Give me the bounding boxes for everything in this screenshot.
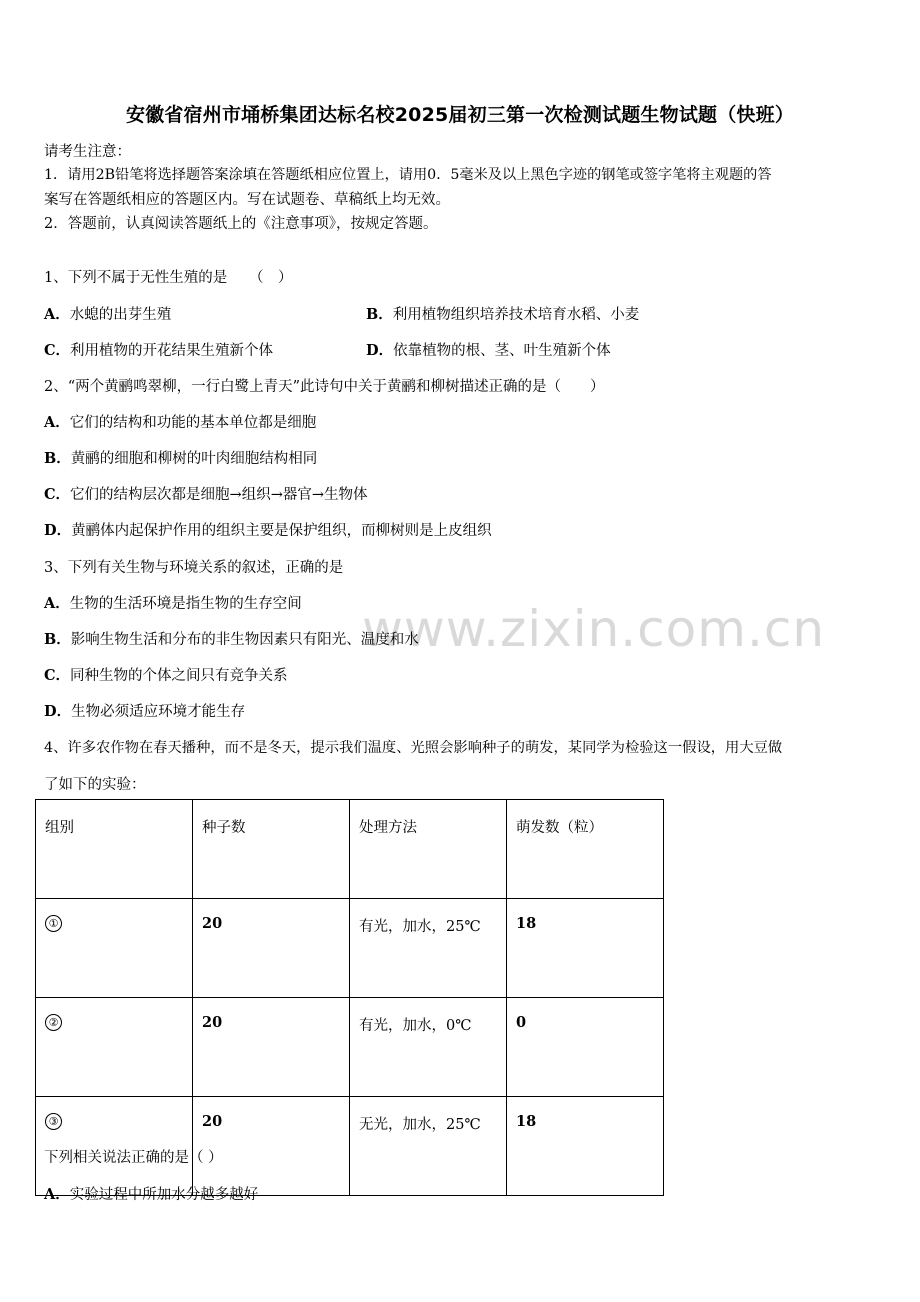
table-header-cell: 处理方法 <box>350 800 507 899</box>
option-text: 同种生物的个体之间只有竞争关系 <box>70 668 288 684</box>
watermark: www.zixin.com.cn <box>362 600 826 658</box>
option-letter: A． <box>44 595 70 612</box>
table-header-row <box>36 800 664 899</box>
option-letter: D． <box>44 522 72 539</box>
table-cell-group <box>36 998 193 1097</box>
question-3-option-a <box>44 592 302 613</box>
option-text: 实验过程中所加水分越多越好 <box>69 1187 259 1203</box>
option-text: 水螅的出芽生殖 <box>69 307 172 323</box>
question-3-option-d <box>44 700 245 721</box>
question-1-option-b <box>366 303 639 324</box>
table-header-cell: 种子数 <box>193 800 350 899</box>
group-number: ② <box>45 1014 62 1031</box>
option-letter: B． <box>366 306 393 323</box>
table-cell-treatment: 无光，加水，25℃ <box>350 1097 507 1196</box>
question-1-option-a <box>44 303 171 324</box>
table-row <box>36 899 664 998</box>
option-text: 生物的生活环境是指生物的生存空间 <box>69 596 302 612</box>
notice-item-2: 2．答题前，认真阅读答题纸上的《注意事项》，按规定答题。 <box>44 216 438 232</box>
question-1-option-c <box>44 339 273 360</box>
option-text: 影响生物生活和分布的非生物因素只有阳光、温度和水 <box>70 632 419 648</box>
option-letter: A． <box>44 1186 70 1203</box>
table-cell-seeds: 20 <box>193 899 350 998</box>
notice-item-1-line-1: 1．请用2B铅笔将选择题答案涂填在答题纸相应位置上，请用0．5毫米及以上黑色字迹的钢笔或签字笔将主观题的答 <box>44 167 772 183</box>
question-3-stem: 3、下列有关生物与环境关系的叙述，正确的是 <box>44 560 344 576</box>
option-text: 黄鹂的细胞和柳树的叶肉细胞结构相同 <box>70 451 318 467</box>
table-cell-seeds: 20 <box>193 1097 350 1196</box>
question-3-option-b <box>44 628 419 649</box>
table-cell-treatment: 有光，加水，0℃ <box>350 998 507 1097</box>
option-letter: D． <box>44 703 72 720</box>
option-letter: D． <box>366 342 394 359</box>
option-text: 它们的结构层次都是细胞→组织→器官→生物体 <box>70 487 368 503</box>
option-letter: A． <box>44 414 70 431</box>
question-4-stem-line-1: 4、许多农作物在春天播种，而不是冬天，提示我们温度、光照会影响种子的萌发，某同学为检验这一假设，用大豆做 <box>44 740 783 756</box>
option-letter: B． <box>44 631 71 648</box>
question-3-option-c <box>44 664 288 685</box>
table-cell-treatment: 有光，加水，25℃ <box>350 899 507 998</box>
option-letter: B． <box>44 450 71 467</box>
question-2-stem: 2、“两个黄鹂鸣翠柳，一行白鹭上青天”此诗句中关于黄鹂和柳树描述正确的是（ ） <box>44 379 605 395</box>
question-4-stem-line-2: 了如下的实验： <box>44 777 146 793</box>
question-2-option-b <box>44 447 317 468</box>
table-row <box>36 998 664 1097</box>
table-cell-group <box>36 899 193 998</box>
table-header-cell: 组别 <box>36 800 193 899</box>
question-2-option-a <box>44 411 316 432</box>
option-text: 依靠植物的根、茎、叶生殖新个体 <box>393 343 611 359</box>
experiment-table <box>35 799 664 1196</box>
option-letter: C． <box>44 486 71 503</box>
option-text: 利用植物组织培养技术培育水稻、小麦 <box>392 307 640 323</box>
question-4-sub-stem: 下列相关说法正确的是（ ） <box>44 1150 223 1166</box>
question-1-stem: 1、下列不属于无性生殖的是 （ ） <box>44 270 293 286</box>
question-2-option-c <box>44 483 368 504</box>
option-text: 利用植物的开花结果生殖新个体 <box>70 343 274 359</box>
option-text: 黄鹂体内起保护作用的组织主要是保护组织，而柳树则是上皮组织 <box>71 523 492 539</box>
table-cell-germinated: 18 <box>507 1097 664 1196</box>
question-4-option-a <box>44 1183 258 1204</box>
question-1-option-d <box>366 339 611 360</box>
notice-heading: 请考生注意： <box>44 144 131 160</box>
notice-item-1-line-2: 案写在答题纸相应的答题区内。写在试题卷、草稿纸上均无效。 <box>44 192 450 208</box>
option-text: 生物必须适应环境才能生存 <box>71 704 246 720</box>
group-number: ① <box>45 915 62 932</box>
option-letter: C． <box>44 342 71 359</box>
question-2-option-d <box>44 519 492 540</box>
group-number: ③ <box>45 1113 62 1130</box>
table-header-cell: 萌发数（粒） <box>507 800 664 899</box>
option-letter: A． <box>44 306 70 323</box>
option-letter: C． <box>44 667 71 684</box>
table-cell-germinated: 0 <box>507 998 664 1097</box>
table-cell-germinated: 18 <box>507 899 664 998</box>
table-cell-seeds: 20 <box>193 998 350 1097</box>
option-text: 它们的结构和功能的基本单位都是细胞 <box>69 415 317 431</box>
page-title: 安徽省宿州市埇桥集团达标名校2025届初三第一次检测试题生物试题（快班） <box>125 104 795 126</box>
